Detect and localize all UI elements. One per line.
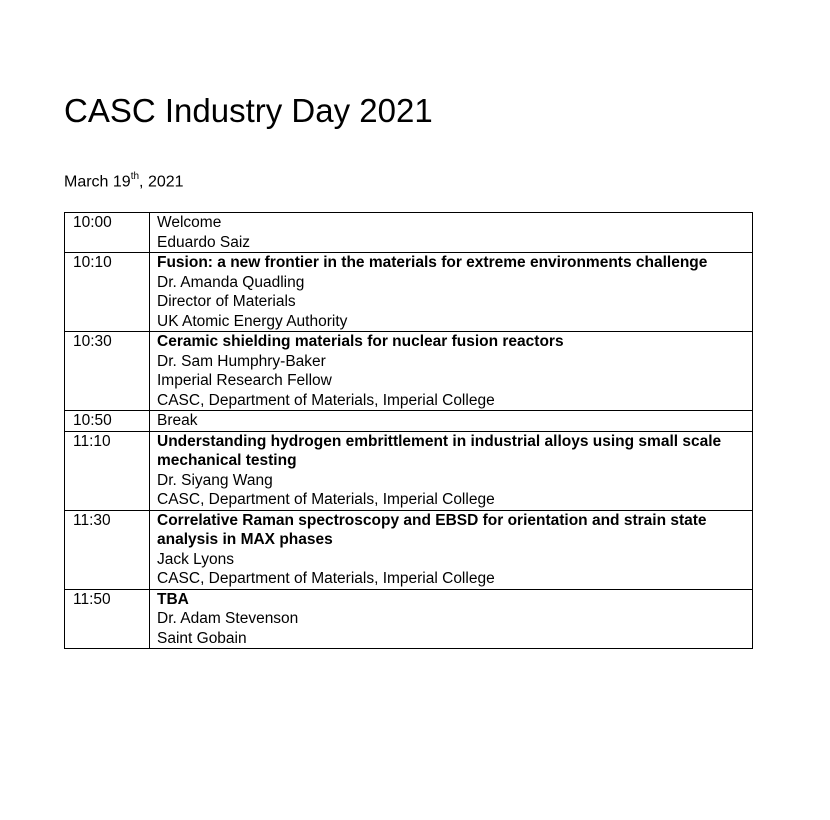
speaker-affiliation: CASC, Department of Materials, Imperial College <box>157 570 495 587</box>
speaker-name: Dr. Adam Stevenson <box>157 610 299 627</box>
schedule-row <box>65 213 753 253</box>
schedule-row <box>65 411 753 432</box>
schedule-row <box>65 589 753 649</box>
session-line: Welcome <box>157 214 222 231</box>
time-cell: 11:30 <box>65 510 150 589</box>
time-cell: 10:30 <box>65 332 150 411</box>
speaker-role: Imperial Research Fellow <box>157 372 332 389</box>
time-cell: 11:10 <box>65 431 150 510</box>
date-year: , 2021 <box>139 173 184 191</box>
time-cell: 10:50 <box>65 411 150 432</box>
speaker-affiliation: Saint Gobain <box>157 629 247 647</box>
speaker-name: Dr. Sam Humphry-Baker <box>157 352 326 370</box>
schedule-table <box>64 212 753 649</box>
speaker-name: Jack Lyons <box>157 550 234 568</box>
schedule-row <box>65 510 753 589</box>
time-cell: 11:50 <box>65 589 150 649</box>
schedule-row <box>65 332 753 411</box>
session-cell <box>150 510 753 589</box>
session-cell <box>150 411 753 432</box>
talk-title: Ceramic shielding materials for nuclear fusion reactors <box>157 333 564 350</box>
time-cell: 10:10 <box>65 253 150 332</box>
talk-title: Fusion: a new frontier in the materials for extreme environments challenge <box>157 254 708 271</box>
event-date <box>64 172 184 191</box>
date-month-day: March 19 <box>64 173 131 191</box>
talk-title: TBA <box>157 590 189 608</box>
session-cell <box>150 213 753 253</box>
session-cell <box>150 332 753 411</box>
session-cell <box>150 253 753 332</box>
speaker-name: Dr. Amanda Quadling <box>157 273 305 291</box>
speaker-name: Dr. Siyang Wang <box>157 471 273 489</box>
speaker-role: Director of Materials <box>157 293 296 310</box>
time-cell: 10:00 <box>65 213 150 253</box>
speaker-affiliation: UK Atomic Energy Authority <box>157 312 348 330</box>
schedule-row <box>65 253 753 332</box>
date-ordinal-suffix: th <box>130 171 140 182</box>
speaker-affiliation: CASC, Department of Materials, Imperial College <box>157 491 495 508</box>
session-cell <box>150 589 753 649</box>
session-line: Break <box>157 412 198 429</box>
talk-title: Correlative Raman spectroscopy and EBSD for orientation and strain state analysis in MAX phases <box>157 511 707 548</box>
schedule-row <box>65 431 753 510</box>
speaker-affiliation: CASC, Department of Materials, Imperial College <box>157 391 495 409</box>
session-cell <box>150 431 753 510</box>
page-title: CASC Industry Day 2021 <box>64 92 433 129</box>
speaker-name: Eduardo Saiz <box>157 233 251 251</box>
talk-title: Understanding hydrogen embrittlement in industrial alloys using small scale mechanical testing <box>157 432 722 469</box>
